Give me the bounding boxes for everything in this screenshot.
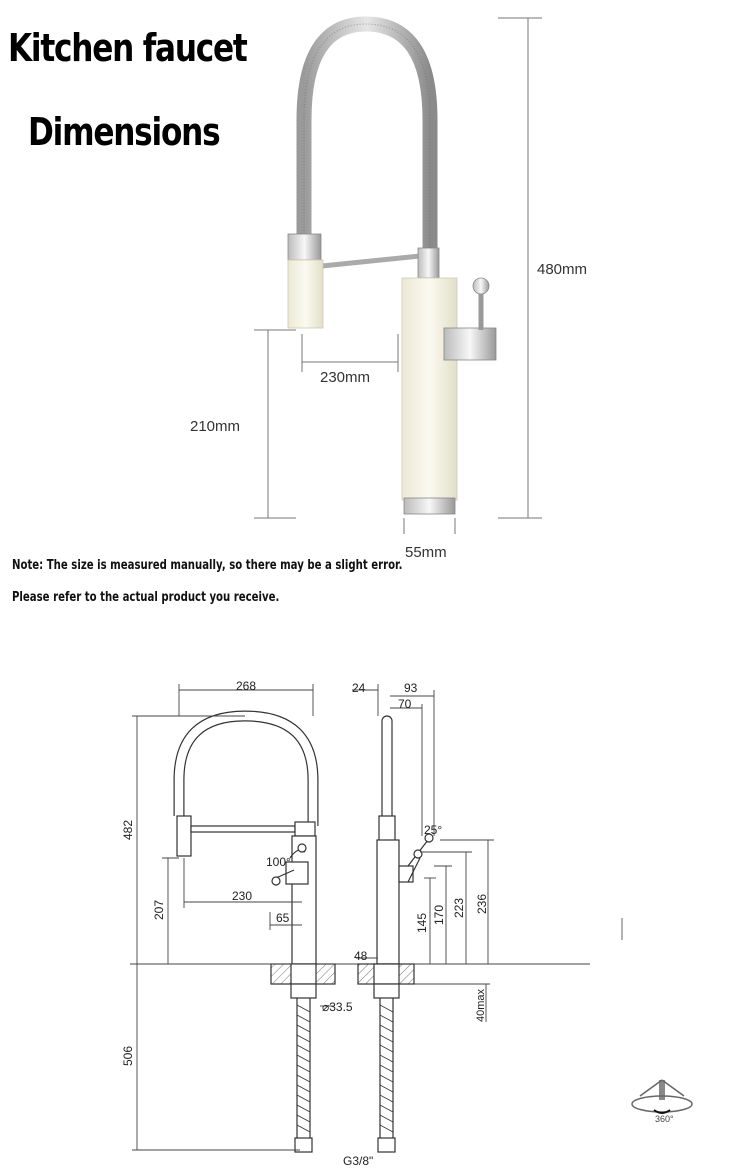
label-height-480: 480mm: [537, 261, 588, 278]
dim-thread: G3/8": [343, 1154, 374, 1168]
spray-head-collar: [288, 234, 321, 260]
dim-side-40max: 40max: [475, 988, 487, 1022]
front-view-dimension-lines: [130, 684, 590, 1150]
faucet-body: [402, 278, 457, 500]
faucet-photo: [288, 24, 496, 514]
dim-front-506: 506: [121, 1045, 135, 1066]
spray-head: [288, 260, 323, 328]
label-width-55: 55mm: [405, 544, 447, 561]
dim-front-268: 268: [236, 679, 257, 693]
dim-side-236: 236: [475, 893, 489, 914]
dim-front-207: 207: [152, 899, 166, 920]
dim-side-angle-25: 25°: [424, 823, 443, 837]
dim-side-223: 223: [452, 897, 466, 918]
dim-front-angle-100: 100°: [266, 855, 291, 869]
rotation-label: 360°: [655, 1114, 674, 1124]
dim-side-48: 48: [354, 949, 368, 963]
dim-side-93: 93: [404, 681, 418, 695]
dim-side-24: 24: [352, 681, 366, 695]
handle-knob: [473, 278, 489, 294]
dim-side-170: 170: [432, 904, 446, 925]
dim-front-65: 65: [276, 911, 290, 925]
label-reach-230: 230mm: [320, 369, 371, 386]
title-dimensions: Dimensions: [28, 110, 220, 154]
label-height-210: 210mm: [190, 418, 241, 435]
spray-holder-arm: [322, 256, 420, 266]
note-line-2: Please refer to the actual product you receive.: [12, 590, 280, 605]
dim-side-70: 70: [398, 697, 412, 711]
handle-block: [444, 328, 496, 360]
dim-front-482: 482: [121, 819, 135, 840]
pull-down-hose: [304, 24, 430, 250]
front-view-drawing: [177, 716, 335, 1152]
title-kitchen-faucet: Kitchen faucet: [8, 26, 247, 70]
note-line-1: Note: The size is measured manually, so there may be a slight error.: [12, 558, 403, 573]
dim-side-145: 145: [415, 912, 429, 933]
dim-front-hole: ⌀33.5: [322, 1000, 353, 1014]
body-base: [404, 498, 455, 514]
body-collar: [418, 248, 439, 278]
dim-front-230: 230: [232, 889, 253, 903]
rotation-360-icon: [632, 1080, 692, 1113]
